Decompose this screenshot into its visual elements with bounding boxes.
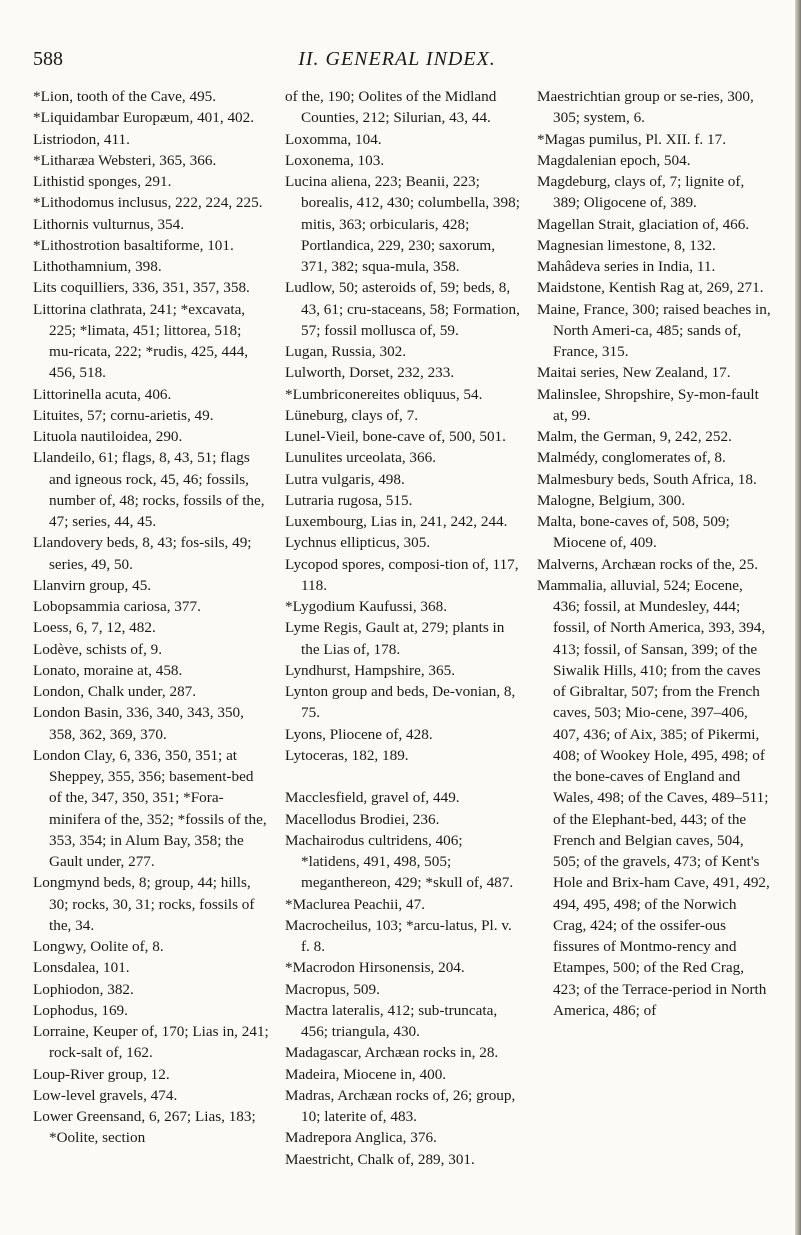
index-entry: Lüneburg, clays of, 7. [285,406,419,424]
index-entry: Mahâdeva series in India, 11. [537,258,716,275]
index-entry: Magellan Strait, glaciation of, 466. [537,215,750,233]
index-entry: Maine, France, 300; raised beaches in, North Ameri-ca, 485; sands of, France, 315. [537,300,771,360]
index-entry: Malta, bone-caves of, 508, 509; Miocene of, 409. [537,513,730,552]
index-entry: Luxembourg, Lias in, 241, 242, 244. [285,513,508,530]
index-entry: Littorinella acuta, 406. [33,385,172,403]
index-entry: Lituites, 57; cornu-arietis, 49. [33,406,214,424]
index-entry: Madeira, Miocene in, 400. [285,1065,447,1083]
index-entry: Lonato, moraine at, 458. [33,661,183,679]
index-entry: of the, 190; Oolites of the Midland Counties, 212; Silurian, 43, 44. [285,88,497,127]
running-title: II. GENERAL INDEX. [298,48,496,70]
index-entry: Lynton group and beds, De-vonian, 8, 75. [285,683,516,722]
index-entry: Maitai series, New Zealand, 17. [537,364,731,382]
index-entry: Llandeilo, 61; flags, 8, 43, 51; flags and igneous rock, 45, 46; fossils, number of, 48; rocks, fossils of the, 47; series, 44, 45. [33,449,265,530]
index-entry: Maestrichtian group or se-ries, 300, 305; system, 6. [537,88,754,127]
index-entry: Lonsdalea, 101. [33,959,130,977]
index-entry: Lithistid sponges, 291. [33,173,172,190]
index-entry: London Basin, 336, 340, 343, 350, 358, 362, 369, 370. [33,704,244,743]
index-entry: Lodève, schists of, 9. [33,640,163,658]
index-entry: *Macrodon Hirsonensis, 204. [285,959,465,977]
index-entry: Madagascar, Archæan rocks in, 28. [285,1044,499,1062]
index-entry: Ludlow, 50; asteroids of, 59; beds, 8, 43, 61; cru-staceans, 58; Formation, 57; fossil mollusca of, 59. [285,279,520,339]
index-entry: Loxonema, 103. [285,151,385,169]
index-entry: *Lithodomus inclusus, 222, 224, 225. [33,194,263,212]
index-entry: Mactra lateralis, 412; sub-truncata, 456; triangula, 430. [285,1001,498,1040]
index-entry: Lituola nautiloidea, 290. [33,428,183,445]
index-entry: Mammalia, alluvial, 524; Eocene, 436; fossil, at Mundesley, 444; fossil, of North America, 393, 394, 413; fossil, of Sansan, 399; of the Siwalik Hills, 410; from the caves of Gibraltar, 507; from the French caves, 503; Mio-cene, 397–406, 407, 436; of Aix, 385; of Pikermi, 408; of Wookey Hole, 495, 498; of the bone-caves of England and Wales, 498; of the Caves, 489–511; of the Elephant-bed, 443; of the French and Belgian caves, 504, 505; of the gravels, 473; of Kent's Hole and Brix-ham Cave, 491, 492, 494, 495, 498; of the Norwich Crag, 424; of the ossifer-ous fissures of Montmo-rency and Etampes, 500; of the Red Crag, 423; of the Terrace-period in North America, 486; of [537,576,770,1019]
index-entry: Llandovery beds, 8, 43; fos-sils, 49; series, 49, 50. [33,534,252,573]
index-entry: Low-level gravels, 474. [33,1086,178,1104]
index-entry: Lyons, Pliocene of, 428. [285,725,433,743]
index-entry: *Lion, tooth of the Cave, 495. [33,88,217,105]
index-entry: Malverns, Archæan rocks of the, 25. [537,555,759,573]
index-entry: *Litharæa Websteri, 365, 366. [33,151,217,169]
index-entry: Lulworth, Dorset, 232, 233. [285,364,455,382]
index-entry: Lithothamnium, 398. [33,258,162,275]
page-number: 588 [33,48,63,70]
index-entry: Maidstone, Kentish Rag at, 269, 271. [537,279,764,297]
index-entry: Lyndhurst, Hampshire, 365. [285,661,455,679]
index-entry: Macclesfield, gravel of, 449. [285,789,460,807]
index-entry: Magdeburg, clays of, 7; lignite of, 389; Oligocene of, 389. [537,173,745,212]
index-entry: Lugan, Russia, 302. [285,343,407,360]
index-entry: Malmédy, conglomerates of, 8. [537,449,726,467]
index-entry: Lobopsammia cariosa, 377. [33,598,201,615]
index-entry: Lutraria rugosa, 515. [285,491,413,509]
index-column-2 [285,86,521,1226]
index-entry: *Lygodium Kaufussi, 368. [285,598,447,615]
index-entry: Madrepora Anglica, 376. [285,1129,437,1147]
index-entry: Maestricht, Chalk of, 289, 301. [285,1150,475,1168]
index-entry: Magnesian limestone, 8, 132. [537,236,716,254]
index-entry: Littorina clathrata, 241; *excavata, 225; *limata, 451; littorea, 518; mu-ricata, 222; *rudis, 425, 444, 456, 518. [33,300,249,382]
index-entry: Lower Greensand, 6, 267; Lias, 183; *Oolite, section [33,1108,256,1147]
index-entry: London Clay, 6, 336, 350, 351; at Sheppey, 355, 356; basement-bed of the, 347, 350, 351; *Fora-minifera of the, 352; *fossils of the, 353, 354; in Alum Bay, 358; the Gault under, 277. [33,746,267,870]
index-entry: Malm, the German, 9, 242, 252. [537,428,732,445]
index-column-1 [33,86,269,1226]
index-entry: Lycopod spores, composi-tion of, 117, 118. [285,555,519,594]
index-entry: Lophiodon, 382. [33,980,134,998]
page-edge-shadow [795,0,801,1235]
index-entry: Malinslee, Shropshire, Sy-mon-fault at, 99. [537,385,759,424]
index-entry: Lunulites urceolata, 366. [285,449,436,467]
index-entry: Lyme Regis, Gault at, 279; plants in the Lias of, 178. [285,619,505,658]
index-entry: Magdalenian epoch, 504. [537,151,691,169]
index-entry: Lucina aliena, 223; Beanii, 223; borealis, 412, 430; columbella, 398; mitis, 363; orbicularis, 428; Portlandica, 229, 230; saxorum, 371, 382; squa-mula, 358. [285,173,520,275]
index-entry: Lits coquilliers, 336, 351, 357, 358. [33,279,250,297]
index-entry: Lytoceras, 182, 189. [285,746,409,764]
index-entry: Loxomma, 104. [285,130,382,148]
index-entry: Madras, Archæan rocks of, 26; group, 10; laterite of, 483. [285,1086,516,1125]
index-entry: Macropus, 509. [285,980,380,998]
index-entry: *Magas pumilus, Pl. XII. f. 17. [537,130,726,148]
index-entry: *Maclurea Peachii, 47. [285,895,426,913]
index-entry: Lophodus, 169. [33,1001,128,1019]
index-entry: Machairodus cultridens, 406; *latidens, 491, 498, 505; meganthereon, 429; *skull of, 487. [285,831,514,892]
index-entry: London, Chalk under, 287. [33,683,197,700]
index-entry: Loess, 6, 7, 12, 482. [33,619,156,637]
index-entry: Lithornis vulturnus, 354. [33,215,185,233]
index-entry: Listriodon, 411. [33,130,130,148]
index-entry: Lorraine, Keuper of, 170; Lias in, 241; rock-salt of, 162. [33,1023,269,1062]
index-entry: *Liquidambar Europæum, 401, 402. [33,109,255,127]
index-entry: Malmesbury beds, South Africa, 18. [537,470,757,488]
index-column-3 [537,86,773,1226]
index-entry: Macrocheilus, 103; *arcu-latus, Pl. v. f. 8. [285,916,512,955]
index-entry: Loup-River group, 12. [33,1065,170,1083]
index-entry: Malogne, Belgium, 300. [537,491,686,509]
index-entry: Lunel-Vieil, bone-cave of, 500, 501. [285,428,506,445]
index-entry: Longmynd beds, 8; group, 44; hills, 30; rocks, 30, 31; rocks, fossils of the, 34. [33,874,255,934]
index-entry: Lychnus ellipticus, 305. [285,534,431,552]
index-entry: *Lithostrotion basaltiforme, 101. [33,236,234,254]
index-entry: *Lumbriconereites obliquus, 54. [285,385,483,403]
index-entry: Llanvirn group, 45. [33,576,152,594]
index-entry: Longwy, Oolite of, 8. [33,938,164,955]
index-entry: Lutra vulgaris, 498. [285,470,405,488]
index-columns [33,86,773,1226]
page-header [33,48,761,76]
index-entry: Macellodus Brodiei, 236. [285,810,440,828]
index-entry [285,766,521,787]
